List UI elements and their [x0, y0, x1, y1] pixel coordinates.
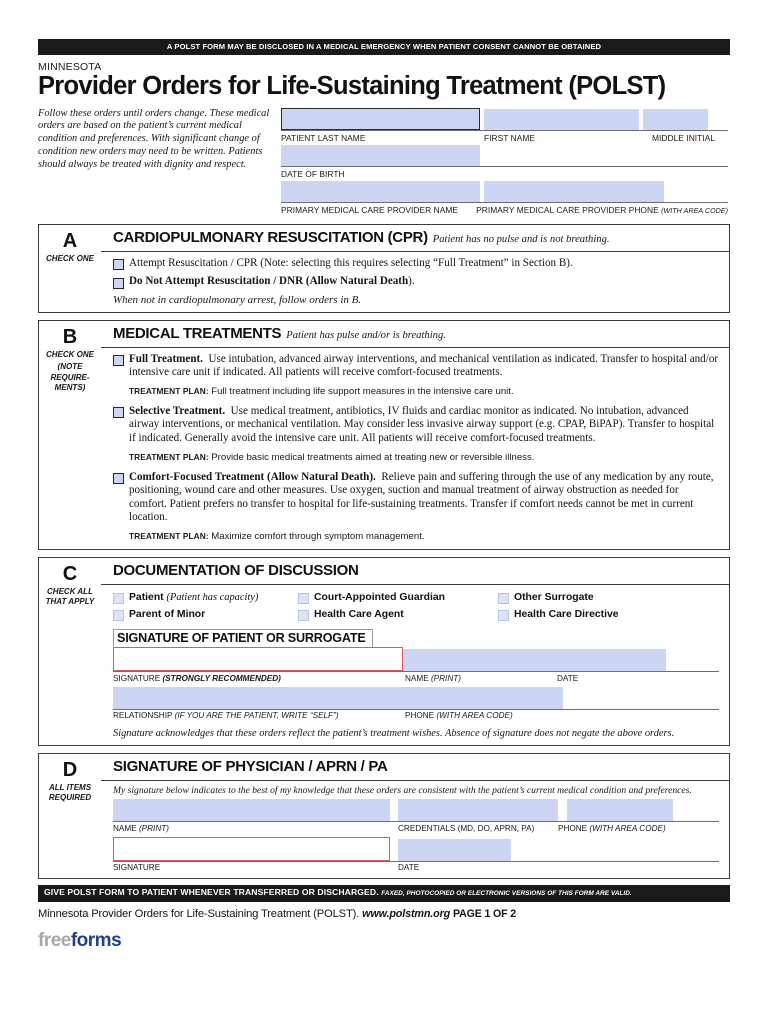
section-a-heading: CARDIOPULMONARY RESUSCITATION (CPR) — [113, 228, 428, 246]
patient-signature-captions — [113, 672, 719, 685]
caption-patient-name-text: NAME — [405, 673, 429, 683]
caption-patient-phone — [405, 710, 513, 723]
freeforms-logo — [38, 930, 730, 952]
section-b-content — [101, 320, 730, 550]
checkbox-other-surrogate-label: Other Surrogate — [514, 592, 594, 604]
patient-signature-field-row — [113, 647, 719, 671]
caption-patient-signature-note: (STRONGLY RECOMMENDED) — [162, 673, 281, 683]
option-full-treatment-row[interactable] — [113, 353, 719, 380]
caption-physician-date: DATE — [398, 863, 420, 873]
section-a-heading-sub: Patient has no pulse and is not breathing. — [432, 233, 610, 245]
caption-patient-last-name: PATIENT LAST NAME — [281, 132, 366, 143]
option-selective-treatment-text — [129, 405, 719, 446]
section-b-heading: MEDICAL TREATMENTS — [113, 324, 282, 342]
physician-signature-captions — [113, 862, 719, 875]
checkbox-health-care-directive-icon[interactable] — [498, 610, 509, 621]
bottom-banner-fine: FAXED, PHOTOCOPIED OR ELECTRONIC VERSIONS OF THIS FORM ARE VALID. — [381, 890, 632, 898]
patient-signature-date-input[interactable] — [555, 649, 666, 671]
checkbox-court-appointed-guardian-label: Court-Appointed Guardian — [314, 592, 446, 604]
relationship-captions — [113, 710, 719, 723]
option-full-treatment-title: Full Treatment. — [129, 352, 203, 365]
checkbox-health-care-agent[interactable] — [298, 608, 498, 621]
option-full-treatment[interactable] — [113, 353, 719, 398]
caption-patient-date: DATE — [557, 673, 579, 683]
option-attempt-resuscitation[interactable] — [113, 257, 719, 271]
section-c — [38, 557, 730, 746]
option-selective-treatment-body: Use medical treatment, antibiotics, IV fluids and cardiac monitor as indicated. No intubation, advanced airway interventions, or mechanical ventilation. May consider less invasive airway support (e.g. CPAP, BiPAP). Transfer to hospital if indicated. Generally avoid the intensive care unit. All patients will receive comfort-focused treatments. — [129, 404, 715, 445]
freeforms-logo-forms: forms — [70, 930, 122, 952]
checkbox-health-care-directive[interactable] — [498, 608, 619, 621]
full-treatment-plan-value: Full treatment including life support measures in the intensive care unit. — [211, 385, 514, 397]
section-d — [38, 753, 730, 879]
patient-name-field-row — [281, 108, 728, 130]
provider-phone-input[interactable] — [484, 181, 664, 202]
option-selective-treatment[interactable] — [113, 405, 719, 464]
physician-name-captions — [113, 822, 719, 835]
checkbox-health-care-agent-icon[interactable] — [298, 610, 309, 621]
section-b-header — [101, 321, 729, 348]
discussion-checkbox-grid — [113, 589, 719, 629]
patient-dob-input[interactable] — [281, 145, 480, 166]
option-selective-treatment-title: Selective Treatment. — [129, 404, 226, 417]
checkbox-patient-label-text: Patient — [129, 592, 164, 604]
relationship-input[interactable] — [113, 687, 402, 709]
caption-patient-phone-note: (WITH AREA CODE) — [436, 711, 513, 721]
relationship-field-row — [113, 687, 719, 709]
top-disclosure-banner: A POLST FORM MAY BE DISCLOSED IN A MEDICAL EMERGENCY WHEN PATIENT CONSENT CANNOT BE OBTAINED — [38, 39, 730, 55]
section-c-header — [101, 558, 729, 585]
section-c-left-label — [38, 557, 101, 746]
signature-acknowledgement: Signature acknowledges that these orders reflect the patient’s treatment wishes. Absence of signature does not negate the above orders. — [113, 728, 675, 740]
selective-treatment-plan-value: Provide basic medical treatments aimed at treating new or reversible illness. — [211, 451, 535, 463]
caption-patient-name — [405, 672, 557, 685]
selective-treatment-plan-label: TREATMENT PLAN: — [129, 451, 209, 462]
patient-info-block — [281, 108, 728, 217]
patient-middle-initial-input[interactable] — [643, 109, 708, 130]
caption-provider-phone — [476, 203, 728, 217]
section-b-body — [101, 348, 729, 549]
section-b-instruction-1: CHECK ONE — [45, 349, 94, 359]
option-dnr-label — [129, 275, 415, 289]
checkbox-attempt-resuscitation-icon[interactable] — [113, 259, 124, 270]
physician-date-input[interactable] — [398, 839, 511, 861]
section-b — [38, 320, 730, 550]
caption-credentials: CREDENTIALS (MD, DO, APRN, PA) — [398, 823, 535, 833]
bottom-banner-main: GIVE POLST FORM TO PATIENT WHENEVER TRANSFERRED OR DISCHARGED. — [44, 887, 379, 898]
option-comfort-focused-treatment[interactable] — [113, 471, 719, 543]
checkbox-court-appointed-guardian[interactable] — [298, 591, 498, 604]
section-c-heading: DOCUMENTATION OF DISCUSSION — [113, 562, 359, 580]
caption-patient-signature-text: SIGNATURE — [113, 673, 161, 683]
option-comfort-focused-title: Comfort-Focused Treatment (Allow Natural Death). — [129, 470, 376, 483]
option-dnr-tail: ). — [408, 275, 415, 288]
caption-date-of-birth: DATE OF BIRTH — [281, 168, 345, 179]
caption-patient-phone-text: PHONE — [405, 711, 435, 721]
checkbox-court-appointed-guardian-icon[interactable] — [298, 593, 309, 604]
patient-name-captions — [281, 131, 728, 144]
caption-physician-name-note: (PRINT) — [138, 823, 169, 833]
option-comfort-focused-text — [129, 471, 719, 525]
section-a-body — [101, 252, 729, 312]
discussion-col-3 — [498, 591, 619, 625]
freeforms-logo-free: free — [38, 930, 71, 952]
option-selective-treatment-row[interactable] — [113, 405, 719, 446]
caption-provider-name: PRIMARY MEDICAL CARE PROVIDER NAME — [281, 204, 458, 215]
patient-last-name-input[interactable] — [281, 108, 480, 130]
caption-physician-phone-note: (WITH AREA CODE) — [589, 823, 666, 833]
patient-first-name-input[interactable] — [484, 109, 639, 130]
section-b-letter: B — [62, 325, 78, 348]
caption-physician-phone-text: PHONE — [558, 823, 588, 833]
section-a — [38, 224, 730, 313]
caption-relationship — [113, 710, 405, 723]
section-b-heading-sub: Patient has pulse and/or is breathing. — [286, 329, 446, 341]
patient-dob-field-row — [281, 145, 728, 166]
caption-patient-signature — [113, 672, 405, 685]
footer-url[interactable]: www.polstmn.org — [362, 908, 451, 921]
caption-provider-phone-text: PRIMARY MEDICAL CARE PROVIDER PHONE — [476, 204, 659, 215]
section-d-heading: SIGNATURE OF PHYSICIAN / APRN / PA — [113, 758, 388, 776]
physician-name-input[interactable] — [113, 799, 390, 821]
checkbox-selective-treatment-icon[interactable] — [113, 407, 124, 418]
checkbox-dnr-icon[interactable] — [113, 278, 124, 289]
section-a-content — [101, 224, 730, 313]
patient-print-name-input[interactable] — [403, 649, 555, 671]
caption-physician-phone — [558, 822, 666, 835]
option-full-treatment-text — [129, 353, 719, 380]
section-d-letter: D — [62, 759, 78, 782]
section-b-left-label — [38, 320, 101, 550]
section-b-instruction-2: (NOTE REQUIRE- MENTS) — [50, 362, 90, 392]
checkbox-other-surrogate-icon[interactable] — [498, 593, 509, 604]
footer-form-name: Minnesota Provider Orders for Life-Sustaining Treatment (POLST). — [38, 908, 360, 921]
page-title: Provider Orders for Life-Sustaining Treatment (POLST) — [38, 71, 666, 100]
comfort-focused-plan-label: TREATMENT PLAN: — [129, 531, 209, 542]
comfort-focused-plan-value: Maximize comfort through symptom management. — [211, 531, 425, 543]
section-c-letter: C — [62, 563, 78, 586]
provider-name-input[interactable] — [281, 181, 480, 202]
bottom-transfer-banner — [38, 885, 730, 902]
section-a-letter: A — [62, 229, 78, 252]
option-attempt-resuscitation-label: Attempt Resuscitation / CPR (Note: selecting this requires selecting “Full Treatment” in Section B). — [129, 256, 573, 269]
intro-paragraph: Follow these orders until orders change. These medical orders are based on the patient’s current medical condition and preferences. With significant change of condition new orders may need to be written. Patients should always be treated with dignity and respect. — [38, 107, 270, 171]
option-dnr[interactable] — [113, 275, 719, 289]
option-dnr-lead: Do Not Attempt Resuscitation / DNR ( — [129, 275, 310, 288]
option-full-treatment-body: Use intubation, advanced airway interventions, and mechanical ventilation as indicated. Transfer to hospital and/or intensive care unit if indicated. All patients will receive comfort-focused treatments. — [129, 352, 719, 379]
polst-form-page — [0, 39, 768, 1031]
checkbox-patient-note: (Patient has capacity) — [166, 592, 259, 604]
checkbox-comfort-focused-icon[interactable] — [113, 473, 124, 484]
section-d-body — [101, 781, 729, 878]
option-comfort-focused-row[interactable] — [113, 471, 719, 525]
section-a-left-label — [38, 224, 101, 313]
section-a-header — [101, 225, 729, 252]
section-c-content — [101, 557, 730, 746]
section-c-body — [101, 585, 729, 745]
checkbox-parent-of-minor-icon[interactable] — [113, 610, 124, 621]
checkbox-health-care-agent-label: Health Care Agent — [314, 609, 404, 621]
full-treatment-plan — [113, 385, 719, 398]
option-dnr-mid: Allow Natural Death — [309, 275, 409, 288]
section-c-instruction: CHECK ALL THAT APPLY — [45, 587, 95, 607]
physician-attestation: My signature below indicates to the best of my knowledge that these orders are consistent with the patient’s current medical condition and preferences. — [113, 785, 692, 797]
patient-phone-input[interactable] — [402, 687, 563, 709]
checkbox-patient[interactable] — [113, 591, 298, 604]
caption-relationship-note: (IF YOU ARE THE PATIENT, WRITE “SELF”) — [174, 711, 339, 721]
section-a-footnote: When not in cardiopulmonary arrest, follow orders in B. — [113, 293, 362, 306]
caption-first-name: FIRST NAME — [484, 132, 536, 143]
section-d-header — [101, 754, 729, 781]
discussion-col-2 — [298, 591, 498, 625]
checkbox-full-treatment-icon[interactable] — [113, 355, 124, 366]
caption-physician-signature: SIGNATURE — [113, 863, 161, 873]
physician-signature-field-row — [113, 837, 719, 861]
section-d-content — [101, 753, 730, 879]
section-d-left-label — [38, 753, 101, 879]
provider-field-row — [281, 181, 728, 202]
caption-middle-initial: MIDDLE INITIAL — [652, 132, 716, 143]
checkbox-parent-of-minor[interactable] — [113, 608, 298, 621]
caption-relationship-text: RELATIONSHIP — [113, 711, 173, 721]
physician-credentials-input[interactable] — [398, 799, 558, 821]
checkbox-health-care-directive-label: Health Care Directive — [514, 609, 619, 621]
comfort-focused-plan — [113, 530, 719, 543]
provider-captions — [281, 203, 728, 217]
physician-signature-input[interactable] — [113, 837, 390, 861]
state-label: MINNESOTA — [38, 60, 102, 73]
section-d-instruction: ALL ITEMS REQUIRED — [48, 783, 92, 803]
option-comfort-focused-body: Relieve pain and suffering through the use of any medication by any route, positioning, wound care and other measures. Use oxygen, suction and manual treatment of airway obstruction as needed for comfort. Patient prefers no transfer to hospital for life-sustaining treatments. Transfer if comfort needs cannot be met in current location. — [129, 470, 714, 524]
checkbox-patient-icon[interactable] — [113, 593, 124, 604]
signature-of-patient-title: SIGNATURE OF PATIENT OR SURROGATE — [113, 629, 373, 647]
physician-name-field-row — [113, 799, 719, 821]
checkbox-other-surrogate[interactable] — [498, 591, 619, 604]
patient-signature-input[interactable] — [113, 647, 403, 671]
caption-provider-phone-note: (WITH AREA CODE) — [661, 206, 728, 215]
section-a-instruction: CHECK ONE — [45, 253, 94, 263]
checkbox-patient-label — [129, 591, 258, 604]
full-treatment-plan-label: TREATMENT PLAN: — [129, 385, 209, 396]
discussion-col-1 — [113, 591, 298, 625]
caption-physician-name-text: NAME — [113, 823, 137, 833]
caption-patient-name-note: (PRINT) — [430, 673, 461, 683]
intro-and-patient-row — [38, 108, 730, 217]
footer-page-number: PAGE 1 OF 2 — [453, 908, 516, 921]
footer-line — [38, 908, 730, 920]
checkbox-parent-of-minor-label: Parent of Minor — [129, 609, 206, 621]
caption-physician-name — [113, 822, 398, 835]
physician-phone-input[interactable] — [567, 799, 673, 821]
selective-treatment-plan — [113, 451, 719, 464]
